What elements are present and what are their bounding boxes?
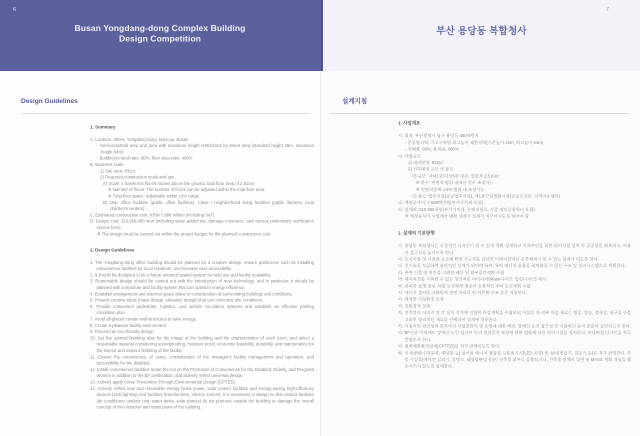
document-line: D. Design cost: 310,958,000 won (including value-added tax, damage insurance, and various preliminary certification service fees) bbox=[90, 218, 314, 230]
document-line: 카. 이용자의 편의성과 관리자의 시설물관리 및 운영에 대한 배려, 장애인 등의 접근성 및 이용편의 등이 충분히 감안되도록 한다. bbox=[398, 323, 631, 329]
document-line: 나. 사업규모 bbox=[398, 153, 421, 159]
document-line: B) Use: office facilities (public office facilities), Class I neighborhood living facilities (public libraries, local children's centers) bbox=[103, 199, 314, 212]
left-section-label: Design Guidelines bbox=[21, 97, 78, 105]
document-line: 아. 쾌적한 시설환경 조성 bbox=[398, 296, 444, 302]
document-line: 자. 친환경적 설계 bbox=[398, 303, 431, 309]
document-line: ※ Number of floors: The number of floors can be adjusted within the total floor area. bbox=[108, 187, 266, 193]
right-page-title: 부산 용당동 복합청사 bbox=[436, 26, 527, 37]
title-line-1: Busan Yongdang-dong Complex Building bbox=[74, 23, 246, 33]
document-line: - Semi-industrial area and area with maximum height restrictions by street area (standard height 45m, maximum height 54m) bbox=[97, 143, 314, 155]
document-line: 1. The Yongdang-dong office building should be planned for a creative design, ensure publicness such as installing convenience facilities for local residents, and increase user accessibility. bbox=[90, 259, 314, 272]
document-line: 3. Reasonable design should be carried out with the introduction of new technology, and in particular, it should be planned with a structure and facility system that can optimize energy efficiency. bbox=[90, 278, 314, 291]
section-business-overview-kr bbox=[398, 120, 631, 220]
document-line: 8. Create a pleasant facility environment. bbox=[90, 322, 168, 328]
section-body bbox=[90, 136, 314, 237]
document-line: 9. Proceed an eco-friendly design. bbox=[90, 329, 155, 335]
section-heading: 2. 설계의 기본방향 bbox=[398, 230, 435, 236]
document-line: 사. 에너지 절약을 고려하여 전면 유리로 된 커튼월 구조 등은 지양한다. bbox=[398, 289, 528, 295]
document-line: ※ Total floor space: adjustable within ±3% range bbox=[108, 193, 200, 199]
section-body bbox=[398, 243, 631, 370]
document-line: 다. 신기술을 도입하여 합리적인 설계가 되어야 하며, 특히 에너지 효율을 최적화할 수 있는 구조 및 설비시스템으로 계획한다. bbox=[398, 263, 626, 269]
document-line: B. Business scale bbox=[90, 161, 124, 167]
section-design-guidelines bbox=[90, 247, 314, 410]
document-line: 10. Set the optimal finishing plan for the image of the building and the characteristics of each room, and select a reasonable material considering soundproofing, moisture proof, economic feasibility, durability, and maintenance for the interior and exterior finishing of the facility. bbox=[90, 335, 314, 353]
document-line: A. Location: 460-6, Yongdang-dong, Nam-gu, Busan bbox=[90, 136, 189, 142]
document-line: - Building-to-land ratio: 60%, floor area ratio: 400% bbox=[97, 155, 193, 161]
document-line: - 건폐율: 60%, 용적률: 400% bbox=[405, 146, 459, 152]
document-line: ※ The design must be carried out within the project budget for the planned construction cost. bbox=[97, 231, 272, 237]
section-heading: 1. 사업개요 bbox=[398, 120, 421, 126]
document-line: 파. 범죄예방환경설계(CPTED)를 적극 반영하도록 한다. bbox=[398, 343, 501, 349]
document-line: 2) 건축예정 규모 및 용도 bbox=[408, 166, 454, 172]
right-section-label: 설계지침 bbox=[342, 97, 368, 105]
document-line: 12. Install convenience facilities under the Act on the Promotion of Convenience for the Disabled, Elderly, and Pregnant Women in addition to the BF certification, and actively reflect universal design. bbox=[90, 366, 314, 379]
document-line: 마. 대지여건을 극복할 수 있는 창의적인 아이디어(Mass디자인, 입면디자인) 제시 bbox=[398, 276, 546, 282]
document-line: - 준공업지역, 가로구역별 최고높이 제한지역(기준높이 45m, 최고높이 54m) bbox=[405, 139, 544, 145]
right-divider bbox=[330, 113, 629, 114]
document-line: 하. 신재생에너지(풍력, 태양광 등) 설비와 에너지 절감형 고효율기기(LED 조명) 및 설비(변압기, 전동기 등)를 적극 반영한다. 각종 시설물(에어컨 실외기, 물탱크, 태양광판넬 등)이 건축물 외부로 돌출되거나, 건축물 전체의 입면 및 MASS 계획 개념을 훼손시키지 않도록 설계한다. bbox=[398, 350, 631, 369]
document-line: 7. Avoid all-glazed curtain wall structures to save energy. bbox=[90, 316, 197, 322]
title-line-2: Design Competition bbox=[118, 34, 202, 44]
left-content-column bbox=[90, 124, 314, 429]
section-summary bbox=[90, 124, 314, 237]
document-line: ※ 예정공사비 사업예산 범위 내에서 설계가 이루어지도록 하여야 함 bbox=[405, 213, 529, 219]
document-line: 1) 대지면적: 832㎡ bbox=[408, 160, 444, 166]
page-number-left: 6 bbox=[13, 6, 17, 13]
document-line: 11. Ensure the convenience of users, consideration of the manager's facility management and operation, and accessibility for the disabled. bbox=[90, 354, 314, 366]
document-line: 2) Projected construction scale and use bbox=[100, 174, 175, 180]
document-line: 나. 토지이용 및 시설물 규모에 확장 가능성을 감안한 미래지향적인 공간체계가 될 수 있는 설계가 되도록 한다. bbox=[398, 256, 599, 262]
document-line: 가) 규모: 지하1층/지상5층 내외, 연면적 2,510㎡ bbox=[411, 173, 499, 179]
page-seam bbox=[320, 71, 321, 436]
document-line: 타. BF인증 이외에도 장애인·노인·임산부 등의 편의증진 보장에 관한 법률에 따른 편의시설을 설치하고, 유니버설 디자인을 적극 반영토록 한다. bbox=[398, 330, 631, 342]
document-line: C. Estimated construction cost: KRW 7,688 million (including VAT) bbox=[90, 212, 215, 218]
document-line: 4. Establish arrangement and external space plans in consideration of surrounding buildings and conditions. bbox=[90, 291, 293, 297]
document-line: ※ 연면적합계: ±3% 범위 내 조정가능 bbox=[416, 186, 485, 192]
document-line: 라. 설계비: 310,958천원(부가가치세, 손해보험료, 각종 제인증용역비 포함) bbox=[398, 206, 535, 212]
left-divider bbox=[21, 113, 310, 114]
document-line: 13. Actively apply Crime Prevention Through Environmental Design (CPTED). bbox=[90, 379, 237, 385]
section-body bbox=[398, 133, 631, 220]
section-heading: 1. Summary bbox=[90, 124, 116, 130]
document-line: 차. 건축물의 이미지 및 각 실의 성격에 적합한 마감계획을 수립하되 시설물 내·외부 마감 재료는 방음, 방습, 경제성, 내구성 등을 고려한 합리적인 재료를 선택하여 설계에 적용한다. bbox=[398, 310, 631, 322]
document-line: A) Scale: 1 basement floor/5 stories above the ground, total floor area of 2,510㎡ bbox=[103, 180, 255, 186]
document-line: 다. 예정공사비: 7,688백만원(부가가치세 포함) bbox=[398, 200, 484, 206]
document-line: 14. Actively reflect new and renewable energy (wind power, solar power) facilities and energy-saving high-efficiency devices (LED lighting) and facilities (transformers, electric motors). It is necessary to design so that various facilities (air conditioner outdoor unit, water tanks, solar panels) do not protrude outside the building or damage the overall concept of the elevation and mass plans of the building. bbox=[90, 385, 314, 410]
document-line: 2. It should be designed to be a future-oriented spatial system for land use and facility scalability. bbox=[90, 272, 272, 278]
right-content-column bbox=[398, 120, 631, 420]
page-number-right: 7 bbox=[606, 6, 610, 13]
left-page-title bbox=[0, 23, 320, 53]
document-line: 가. 용당동 복합청사는 독창적인 디자인이 될 수 있게 계획·설계하고 지역주민을 위한 편의시설 설치 등 공공성을 확보하고, 이용자 접근성을 높이도록 한다. bbox=[398, 243, 631, 255]
document-line: 6. Provide convenient pedestrian, logistics, and vehicle circulation systems and establish an effective parking circulation plan. bbox=[90, 303, 314, 316]
document-line: ※ 층수: 연면적 범위 내에서 층수 조정가능 bbox=[416, 180, 494, 186]
document-line: 나) 용도: 업무시설(공공업무시설), 제1종근린생활시설(공공도서관, 지역아동센터) bbox=[411, 193, 561, 199]
document-line: 1) Site area: 832㎡ bbox=[100, 168, 136, 174]
document-line: 5. Present creative ideas (mass design, elevation design) that can overcome site conditions. bbox=[90, 297, 264, 303]
section-heading: 2. Design Guidelines bbox=[90, 247, 135, 253]
section-body bbox=[90, 259, 314, 410]
document-line: 가. 위치: 부산광역시 남구 용당동 460-6번지 bbox=[398, 133, 479, 139]
document-line: 바. 편리한 보행·물류·차량 동선체계 제공과 효율적인 주차 동선계획 수립 bbox=[398, 283, 531, 289]
document-line: 라. 주변 건물 및 여건을 고려한 배치 및 외부공간계획 수립 bbox=[398, 269, 505, 275]
section-design-direction-kr bbox=[398, 230, 631, 370]
